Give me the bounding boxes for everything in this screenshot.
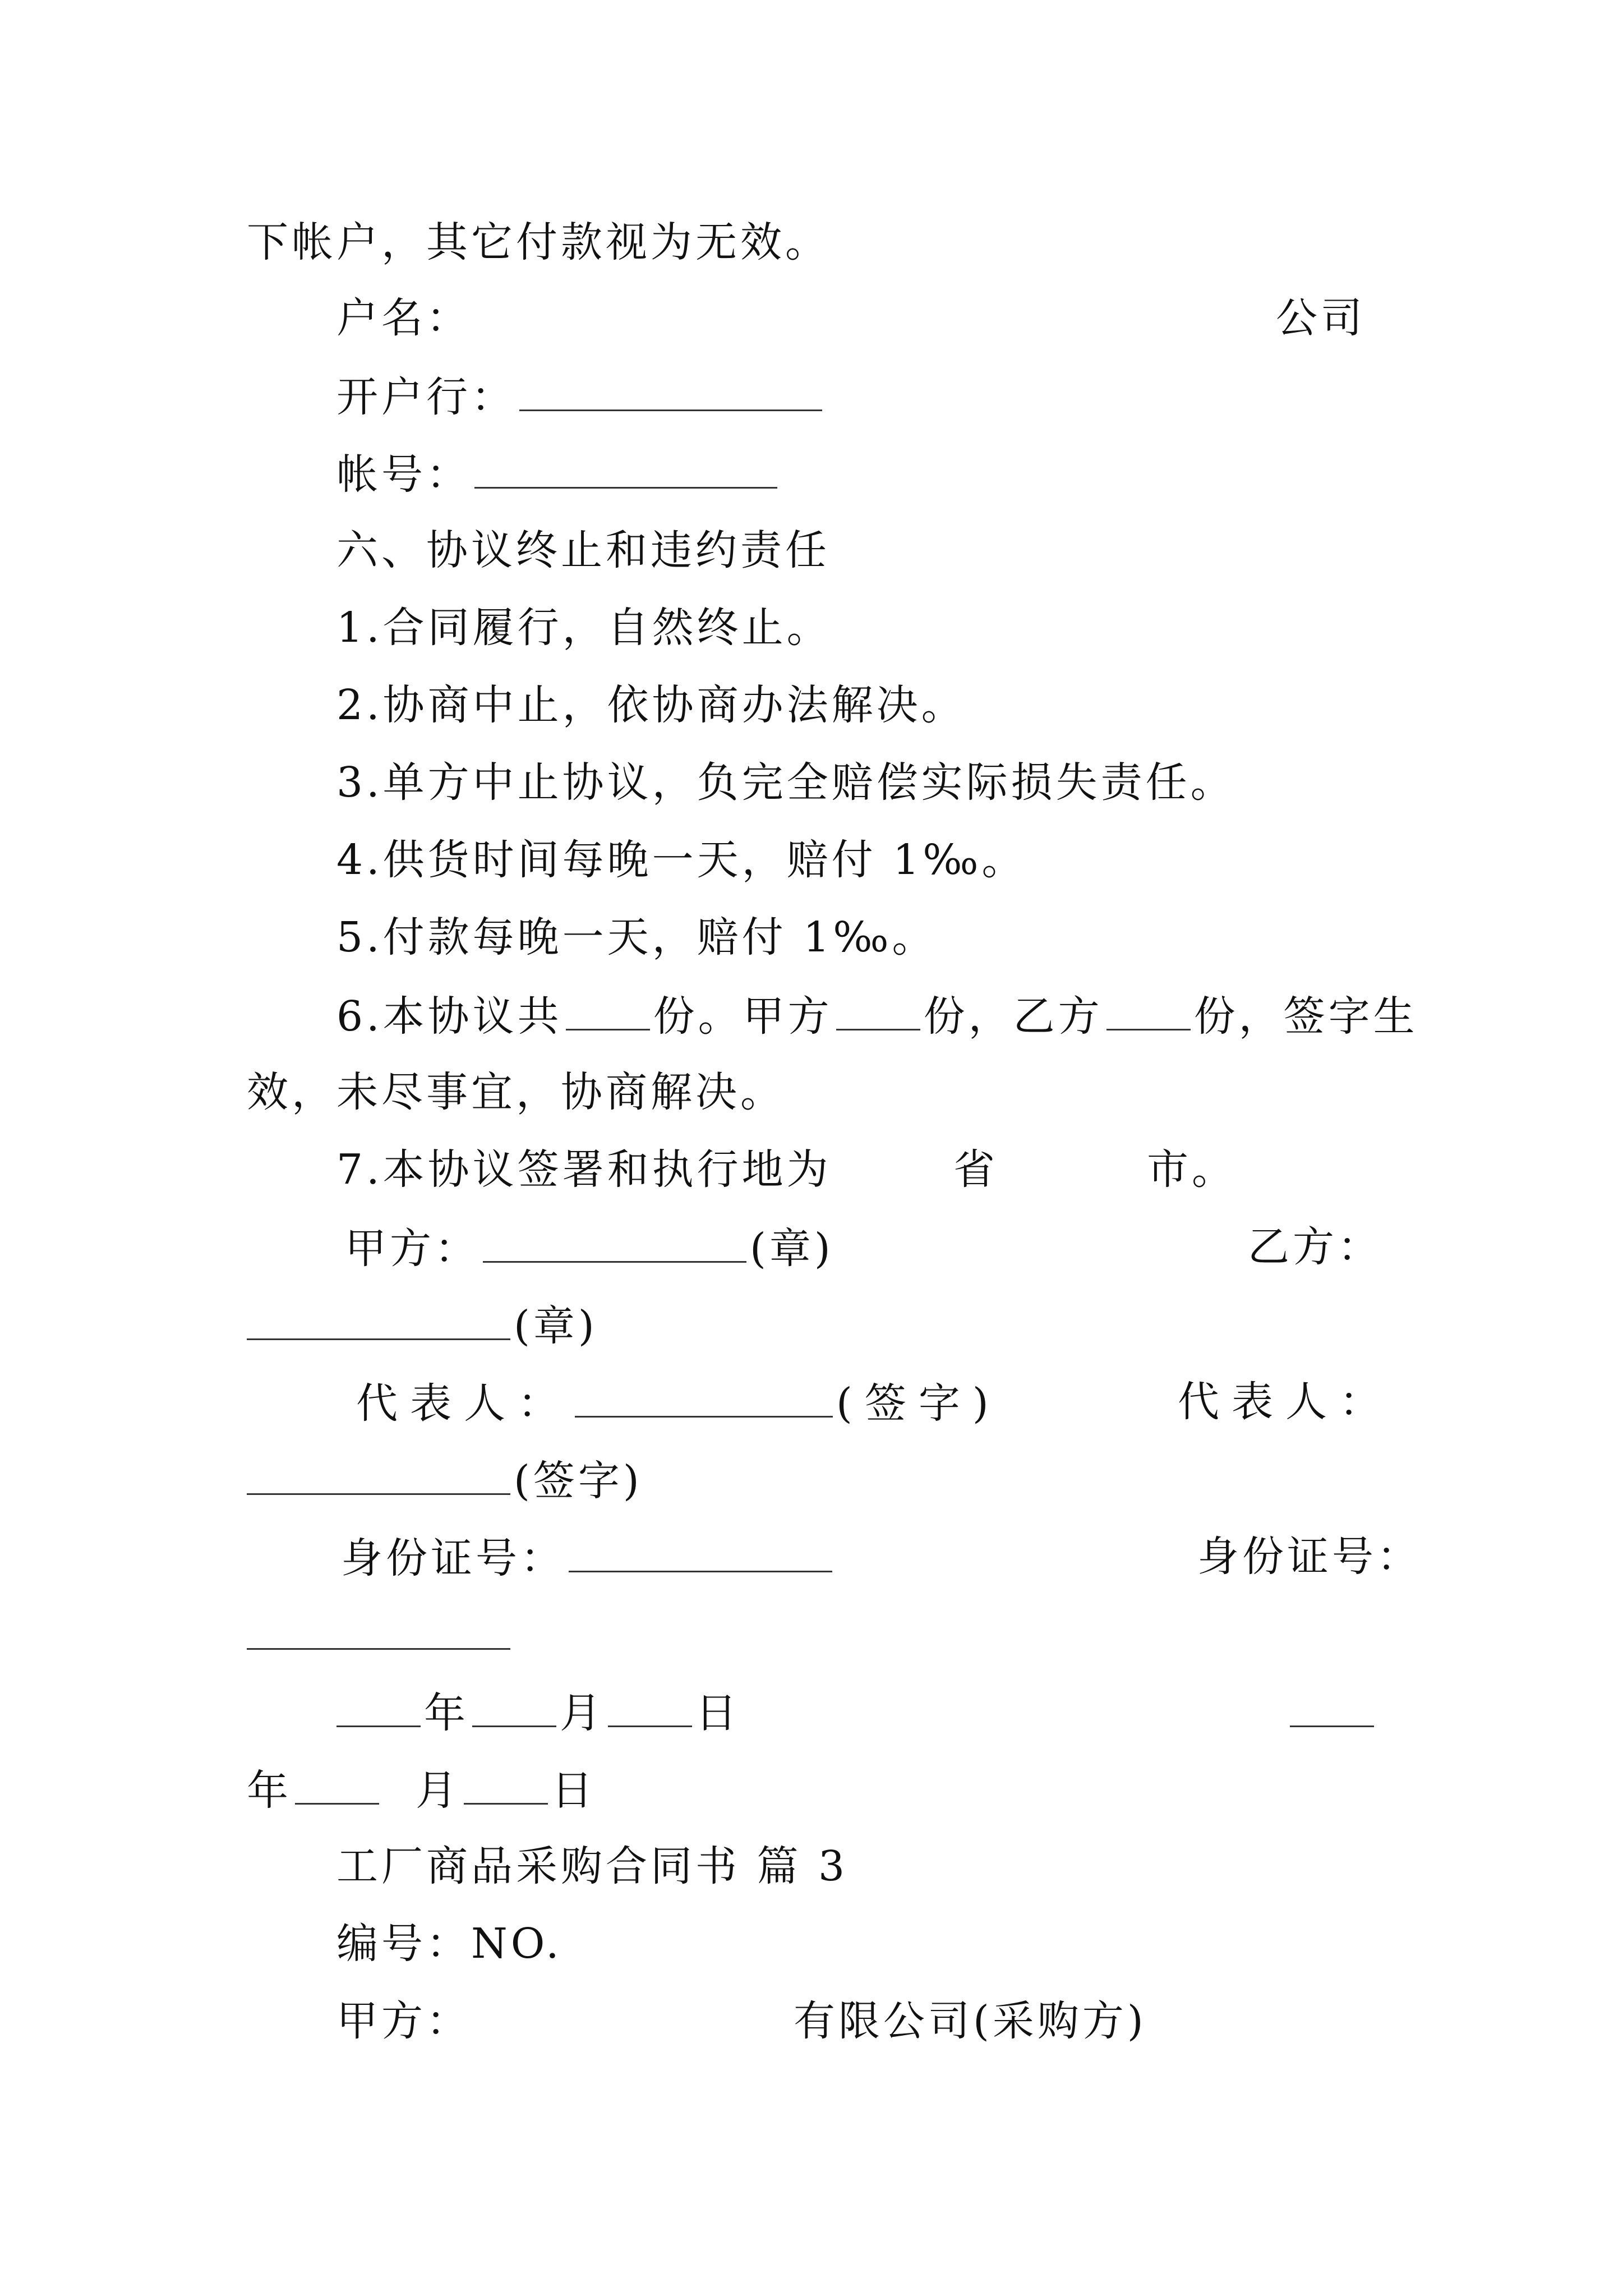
line-text: 效，未尽事宜，协商解决。 — [247, 1068, 785, 1116]
text-line — [1178, 1378, 1393, 1426]
text-line — [794, 1997, 1147, 2045]
blank-line — [474, 452, 777, 489]
text-line — [1197, 1533, 1422, 1581]
text-line — [336, 294, 471, 342]
clause-item — [336, 604, 832, 652]
province-label: 省 — [953, 1145, 998, 1194]
blank-line — [519, 375, 822, 411]
company-name: 有限公司(采购方) — [794, 1997, 1147, 2045]
clause-item — [336, 758, 1235, 807]
signature-row — [341, 1534, 836, 1582]
account-name-label: 户名： — [336, 294, 471, 342]
signature-row — [345, 1225, 834, 1273]
text-line — [247, 1613, 514, 1657]
line-text: 六、协议终止和违约责任 — [336, 526, 830, 574]
signature-label: (签字) — [836, 1379, 1001, 1428]
month-label: 月 — [416, 1766, 461, 1815]
id-number-label: 身份证号： — [1197, 1533, 1422, 1581]
line-text: 5.付款每晚一天，赔付 1‰。 — [336, 913, 937, 961]
blank-line — [575, 1381, 833, 1418]
clause-item — [336, 1145, 832, 1194]
line-text: 3.单方中止协议，负完全赔偿实际损失责任。 — [336, 758, 1235, 807]
text-line — [953, 1145, 998, 1194]
year-label: 年 — [424, 1689, 469, 1737]
blank-line — [1290, 1691, 1374, 1727]
party-b-label: 乙方： — [1248, 1223, 1382, 1271]
clause-item — [336, 681, 966, 729]
line-text: 份，签字生 — [1193, 992, 1418, 1041]
section-heading — [336, 526, 830, 574]
party-a-label: 甲方： — [336, 1997, 471, 2045]
month-label: 月 — [560, 1689, 605, 1737]
blank-line — [247, 1458, 510, 1495]
city-label: 市。 — [1147, 1145, 1237, 1194]
text-line — [1276, 294, 1366, 342]
line-text: 份。甲方 — [653, 992, 833, 1041]
representative-label: 代表人： — [1178, 1378, 1393, 1426]
signature-row — [247, 1302, 598, 1350]
line-text: 份，乙方 — [923, 992, 1103, 1041]
blank-line — [1106, 994, 1191, 1030]
blank-line — [608, 1691, 692, 1727]
text-line — [1248, 1223, 1382, 1271]
text-line — [336, 1920, 562, 1968]
representative-label: 代表人： — [356, 1379, 571, 1428]
clause-item — [336, 836, 1027, 884]
blank-line — [472, 1691, 556, 1727]
blank-line — [247, 1613, 510, 1650]
seal-label: (章) — [750, 1225, 834, 1273]
blank-line — [836, 994, 920, 1030]
line-text: 4.供货时间每晚一天，赔付 1‰。 — [336, 836, 1027, 884]
year-label: 年 — [247, 1766, 292, 1815]
text-line — [247, 1068, 785, 1116]
day-label: 日 — [551, 1766, 597, 1815]
blank-line — [295, 1768, 379, 1805]
text-line — [1290, 1691, 1377, 1734]
line-text: 6.本协议共 — [336, 992, 562, 1041]
text-line — [336, 1997, 471, 2045]
blank-line — [336, 1691, 421, 1727]
blank-line — [464, 1768, 548, 1805]
section-heading — [336, 1842, 849, 1890]
id-number-label: 身份证号： — [341, 1534, 565, 1582]
bank-label: 开户行： — [336, 373, 516, 421]
clause-item — [336, 992, 1418, 1041]
blank-line — [247, 1304, 510, 1340]
signature-row — [247, 1457, 643, 1505]
date-row — [336, 1689, 740, 1737]
signature-label: (签字) — [514, 1457, 643, 1505]
blank-line — [569, 1536, 832, 1572]
text-line — [1147, 1145, 1237, 1194]
day-label: 日 — [695, 1689, 740, 1737]
seal-label: (章) — [514, 1302, 598, 1350]
line-text: 工厂商品采购合同书 篇 3 — [336, 1842, 849, 1890]
clause-item — [336, 913, 937, 961]
blank-line — [483, 1226, 746, 1263]
text-line — [336, 450, 781, 499]
line-text: 2.协商中止，依协商办法解决。 — [336, 681, 966, 729]
blank-line — [566, 994, 650, 1030]
company-suffix: 公司 — [1276, 294, 1366, 342]
date-row — [247, 1766, 597, 1815]
line-text: 下帐户，其它付款视为无效。 — [247, 218, 830, 266]
party-a-label: 甲方： — [345, 1225, 479, 1273]
account-number-label: 帐号： — [336, 450, 471, 499]
contract-number: 编号：NO. — [336, 1920, 562, 1968]
text-line — [247, 218, 830, 266]
line-text: 7.本协议签署和执行地为 — [336, 1145, 832, 1194]
signature-row — [356, 1379, 1001, 1428]
text-line — [336, 373, 826, 421]
line-text: 1.合同履行，自然终止。 — [336, 604, 832, 652]
